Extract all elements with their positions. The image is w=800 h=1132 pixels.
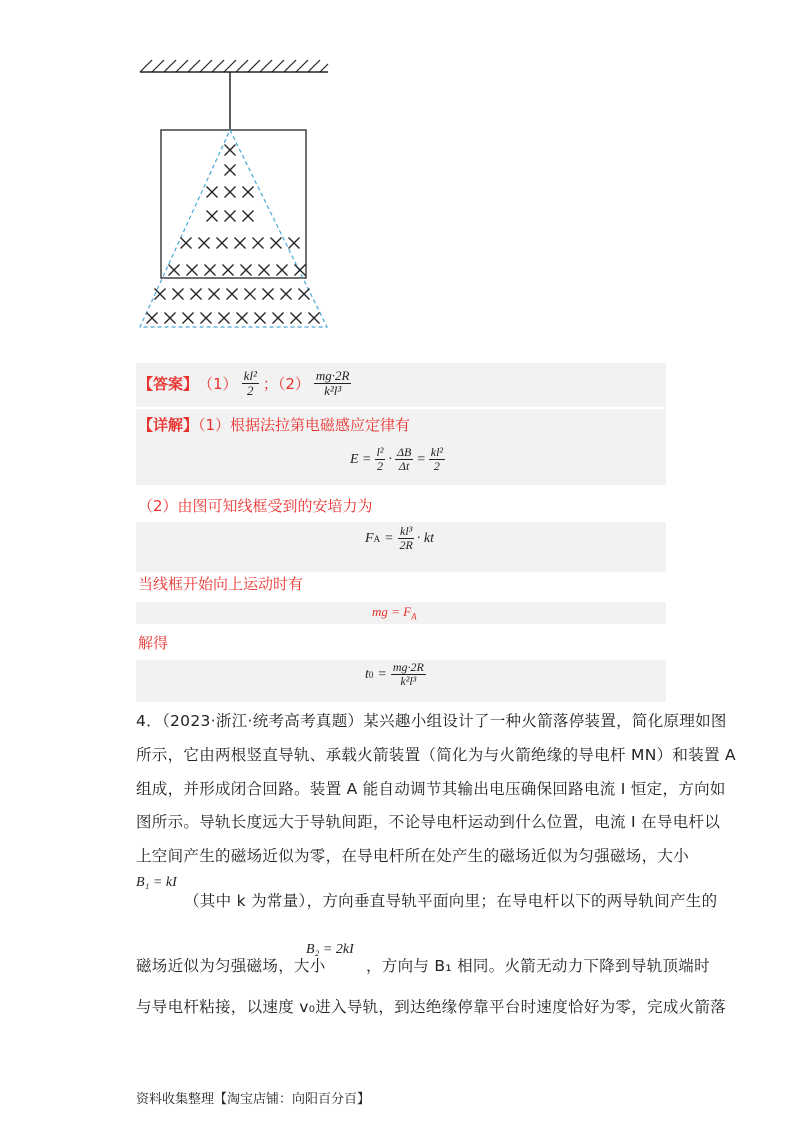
- footer-note: 资料收集整理【淘宝店铺：向阳百分百】: [136, 1092, 371, 1107]
- ampere-force-equation: F A = $\frac{\text{kl³}}{2R}$ · kt: [365, 524, 434, 553]
- question-line-1: 4．（2023·浙江·统考高考真题）某兴趣小组设计了一种火箭落停装置，简化原理如图: [136, 712, 727, 730]
- ceiling-hatching: [140, 60, 328, 72]
- question-line-7b: ，方向与 B₁ 相同。火箭无动力下降到导轨顶端时: [366, 957, 710, 975]
- question-line-7a: 磁场近似为匀强磁场，大小: [136, 957, 326, 975]
- detail-text: （1）根据法拉第电磁感应定律有: [198, 416, 411, 434]
- answer-fraction-2: $\frac{mg\cdot 2R}{\text{k²l³}}$: [315, 368, 350, 399]
- question-line-5: 上空间产生的磁场近似为零，在导电杆所在处产生的磁场近似为匀强磁场，大小: [136, 847, 690, 865]
- question-line-8: 与导电杆粘接，以速度 v₀进入导轨，到达绝缘停靠平台时速度恰好为零，完成火箭落: [136, 998, 727, 1016]
- part4-text: 解得: [138, 634, 169, 652]
- question-line-4: 图所示。导轨长度远大于导轨间距，不论导电杆运动到什么位置，电流 I 在导电杆以: [136, 813, 721, 831]
- faraday-equation: E = $\frac{\text{l²}}{2}$ · $\frac{\Delta B}{\Delta t}$ = $\frac{\text{kl²}}{2}$: [350, 445, 444, 474]
- wire-frame: [161, 130, 306, 278]
- magnetic-field-crosses: [147, 145, 320, 324]
- question-line-2: 所示，它由两根竖直导轨、承载火箭装置（简化为与火箭绝缘的导电杆 MN）和装置 A: [136, 746, 736, 764]
- b2-formula: B₂ = 2kI: [306, 942, 354, 957]
- answer-line: [138, 369, 351, 399]
- question-line-3: 组成，并形成闭合回路。装置 A 能自动调节其输出电压确保回路电流 I 恒定，方向如: [136, 780, 726, 798]
- b1-formula: B₁ = kI: [136, 875, 177, 890]
- answer-separator: ；（2）: [262, 374, 310, 393]
- question-line-6: （其中 k 为常量），方向垂直导轨平面向里；在导电杆以下的两导轨间产生的: [184, 892, 718, 910]
- answer-part1: （1）: [198, 374, 238, 393]
- detail-tag: 【详解】: [138, 416, 199, 434]
- part2-text: （2）由图可知线框受到的安培力为: [138, 497, 373, 515]
- balance-equation: mg = $F_A$: [372, 604, 417, 622]
- answer-tag: 【答案】: [138, 374, 199, 393]
- part3-text: 当线框开始向上运动时有: [138, 575, 304, 593]
- answer-fraction-1: $\frac{\text{kl²}}{2}$: [243, 368, 257, 399]
- hanging-frame-diagram: [130, 55, 340, 340]
- detail-line: [138, 414, 410, 436]
- result-equation: t 0 = $\frac{mg\cdot 2R}{\text{k²l³}}$: [365, 660, 424, 689]
- magnetic-field-region: [140, 130, 327, 327]
